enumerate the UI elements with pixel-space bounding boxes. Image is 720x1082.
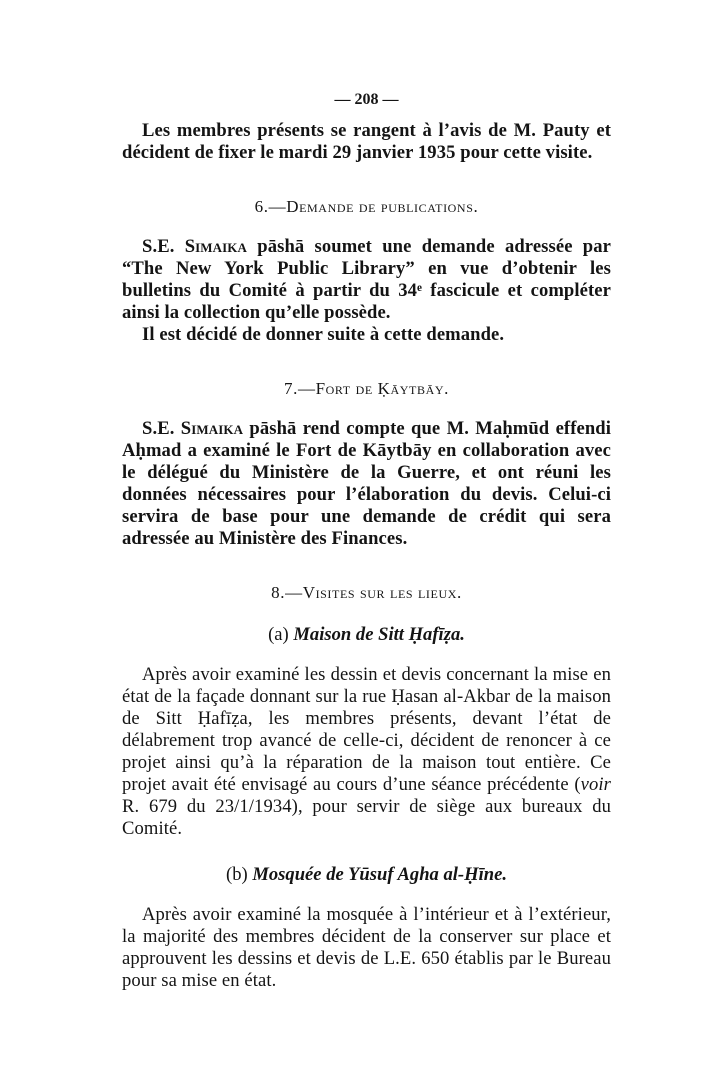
subheading-label: (b): [226, 864, 248, 885]
section-7-heading: 7.—Fort de Ḳāytbāy.: [284, 379, 449, 398]
subheading-label: (a): [268, 624, 289, 645]
section-8b-paragraph: Après avoir examiné la mosquée à l’intérieur et à l’extérieur, la majorité des membres décident de la conserver sur place et approuvent les dessins et devis de L.E. 650 établis par le Bureau pour sa mise en état.: [122, 904, 611, 991]
section-6-paragraph-2: Il est décidé de donner suite à cette demande.: [142, 324, 505, 345]
subheading-title: Mosquée de Yūsuf Agha al-Ḥīne.: [252, 864, 507, 885]
speaker-title: pāshā: [249, 418, 297, 439]
section-6-heading: 6.—Demande de publications.: [254, 197, 479, 216]
section-7-paragraph-1: [122, 418, 611, 550]
section-8-heading: 8.—Visites sur les lieux.: [271, 583, 462, 602]
page-number: — 208 —: [334, 91, 399, 108]
paragraph-text: rend compte que M. Maḥmūd effendi Aḥmad a examiné le Fort de Kāytbāy en collaboration avec le délégué du Ministère de la Guerre, et ont réuni les données nécessaires pour l’élaboration du devis. Celui-ci servira de base pour une demande de crédit qui sera adressée au Ministère des Finances.: [122, 418, 612, 549]
paragraph-text-end: R. 679 du 23/1/1934), pour servir de siège aux bureaux du Comité.: [122, 796, 611, 839]
speaker-title: pāshā: [257, 236, 305, 257]
paragraph-text: Après avoir examiné les dessin et devis concernant la mise en état de la façade donnant sur la rue Ḥasan al-Akbar de la maison de Sitt Ḥafīẓa, les membres présents, devant l’état de délabrement trop avancé de celle-ci, décident de renoncer à ce projet ainsi qu’à la réparation de la maison tout entière. Ce projet avait été envisagé au cours d’une séance précédente (: [122, 664, 611, 795]
section-6-paragraph-1: [122, 236, 611, 324]
speaker-name: S.E. Simaika: [142, 236, 248, 257]
subheading-title: Maison de Sitt Ḥafīẓa.: [293, 624, 465, 645]
section-8a-subheading: [122, 624, 611, 646]
speaker-name: S.E. Simaika: [142, 418, 244, 439]
section-8b-subheading: [122, 864, 611, 886]
document-page: [122, 88, 611, 992]
section-8a-paragraph: [122, 664, 611, 840]
reference-voir: voir: [580, 774, 611, 795]
intro-paragraph: Les membres présents se rangent à l’avis de M. Pauty et décident de fixer le mardi 29 janvier 1935 pour cette visite.: [122, 120, 611, 163]
paragraph-text: soumet une demande adressée par “The New York Public Library” en vue d’obtenir les bulletins du Comité à partir du 34ᵉ fascicule et compléter ainsi la collection qu’elle possède.: [122, 236, 611, 323]
